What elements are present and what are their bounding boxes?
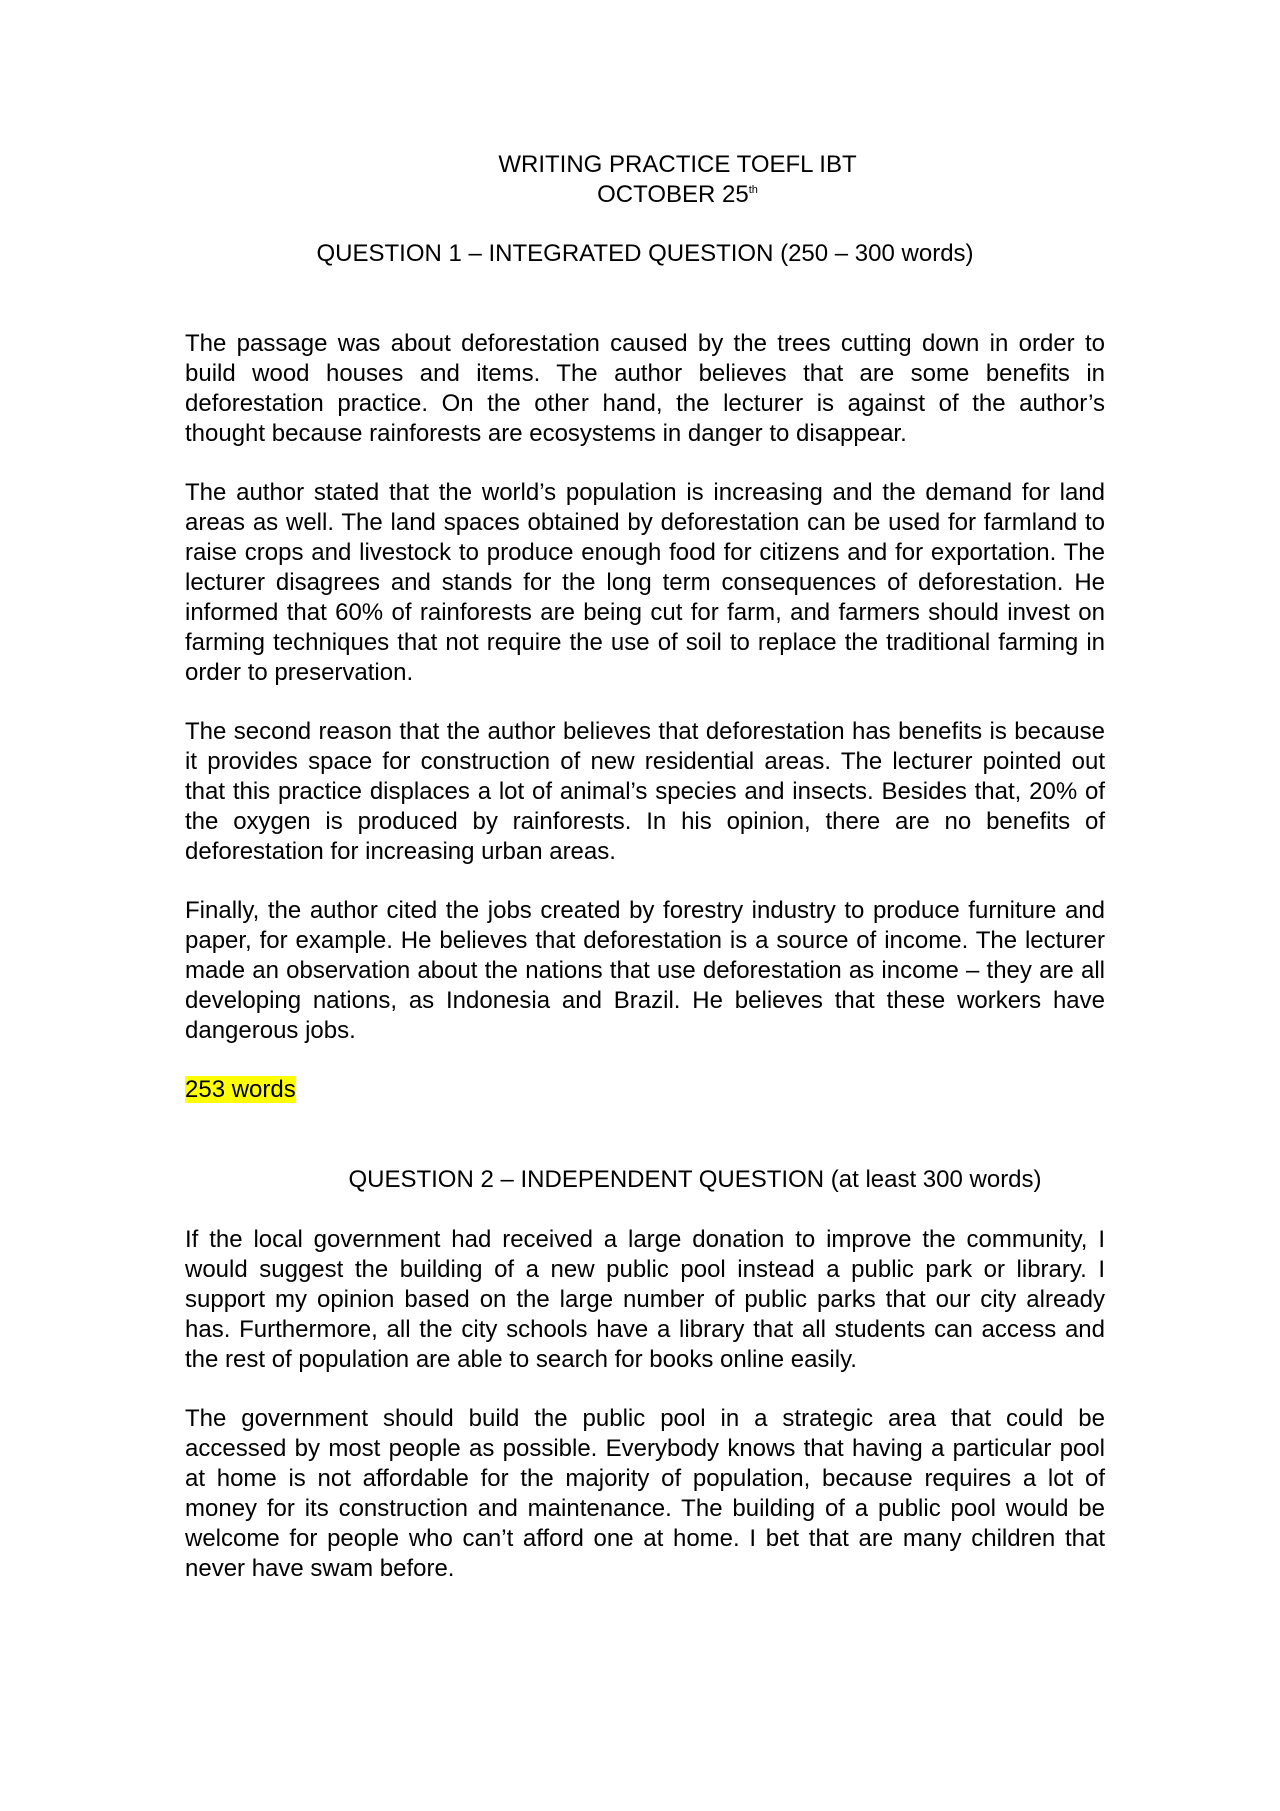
question-1-heading: QUESTION 1 – INTEGRATED QUESTION (250 – 300 words) (316, 240, 974, 267)
document-title-text: WRITING PRACTICE TOEFL IBT (498, 151, 857, 178)
document-title (185, 150, 1105, 180)
word-count-highlight: 253 words (185, 1076, 296, 1103)
question-1-body (185, 329, 1105, 1046)
document-date-text: OCTOBER 25 (597, 181, 749, 208)
question-1-paragraph-3: The second reason that the author believes that deforestation has benefits is because it provides space for construction of new residential areas. The lecturer pointed out that this practice displaces a lot of animal’s species and insects. Besides that, 20% of the oxygen is produced by rainforests. In his opinion, there are no benefits of deforestation for increasing urban areas. (185, 718, 1105, 865)
question-1-paragraph-1: The passage was about deforestation caused by the trees cutting down in order to build wood houses and items. The author believes that are some benefits in deforestation practice. On the other hand, the lecturer is against of the author’s thought because rainforests are ecosystems in danger to disappear. (185, 330, 1105, 447)
question-2-heading: QUESTION 2 – INDEPENDENT QUESTION (at least 300 words) (348, 1166, 1042, 1193)
document-date (185, 180, 1105, 210)
document-date-suffix: th (748, 184, 758, 196)
question-1-paragraph-2: The author stated that the world’s population is increasing and the demand for land areas as well. The land spaces obtained by deforestation can be used for farmland to raise crops and livestock to produce enough food for citizens and for exportation. The lecturer disagrees and stands for the long term consequences of deforestation. He informed that 60% of rainforests are being cut for farm, and farmers should invest on farming techniques that not require the use of soil to replace the traditional farming in order to preservation. (185, 479, 1105, 686)
question-2-body (185, 1225, 1105, 1584)
question-1-word-count (185, 1075, 1105, 1105)
question-2-paragraph-2: The government should build the public pool in a strategic area that could be accessed by most people as possible. Everybody knows that having a particular pool at home is not affordable for the majority of population, because requires a lot of money for its construction and maintenance. The building of a public pool would be welcome for people who can’t afford one at home. I bet that are many children that never have swam before. (185, 1405, 1105, 1582)
document-content (185, 150, 1105, 1584)
question-1-paragraph-4: Finally, the author cited the jobs created by forestry industry to produce furniture and paper, for example. He believes that deforestation is a source of income. The lecturer made an observation about the nations that use deforestation as income – they are all developing nations, as Indonesia and Brazil. He believes that these workers have dangerous jobs. (185, 897, 1105, 1044)
question-2-paragraph-1: If the local government had received a large donation to improve the community, I would suggest the building of a new public pool instead a public park or library. I support my opinion based on the large number of public parks that our city already has. Furthermore, all the city schools have a library that all students can access and the rest of population are able to search for books online easily. (185, 1226, 1105, 1373)
